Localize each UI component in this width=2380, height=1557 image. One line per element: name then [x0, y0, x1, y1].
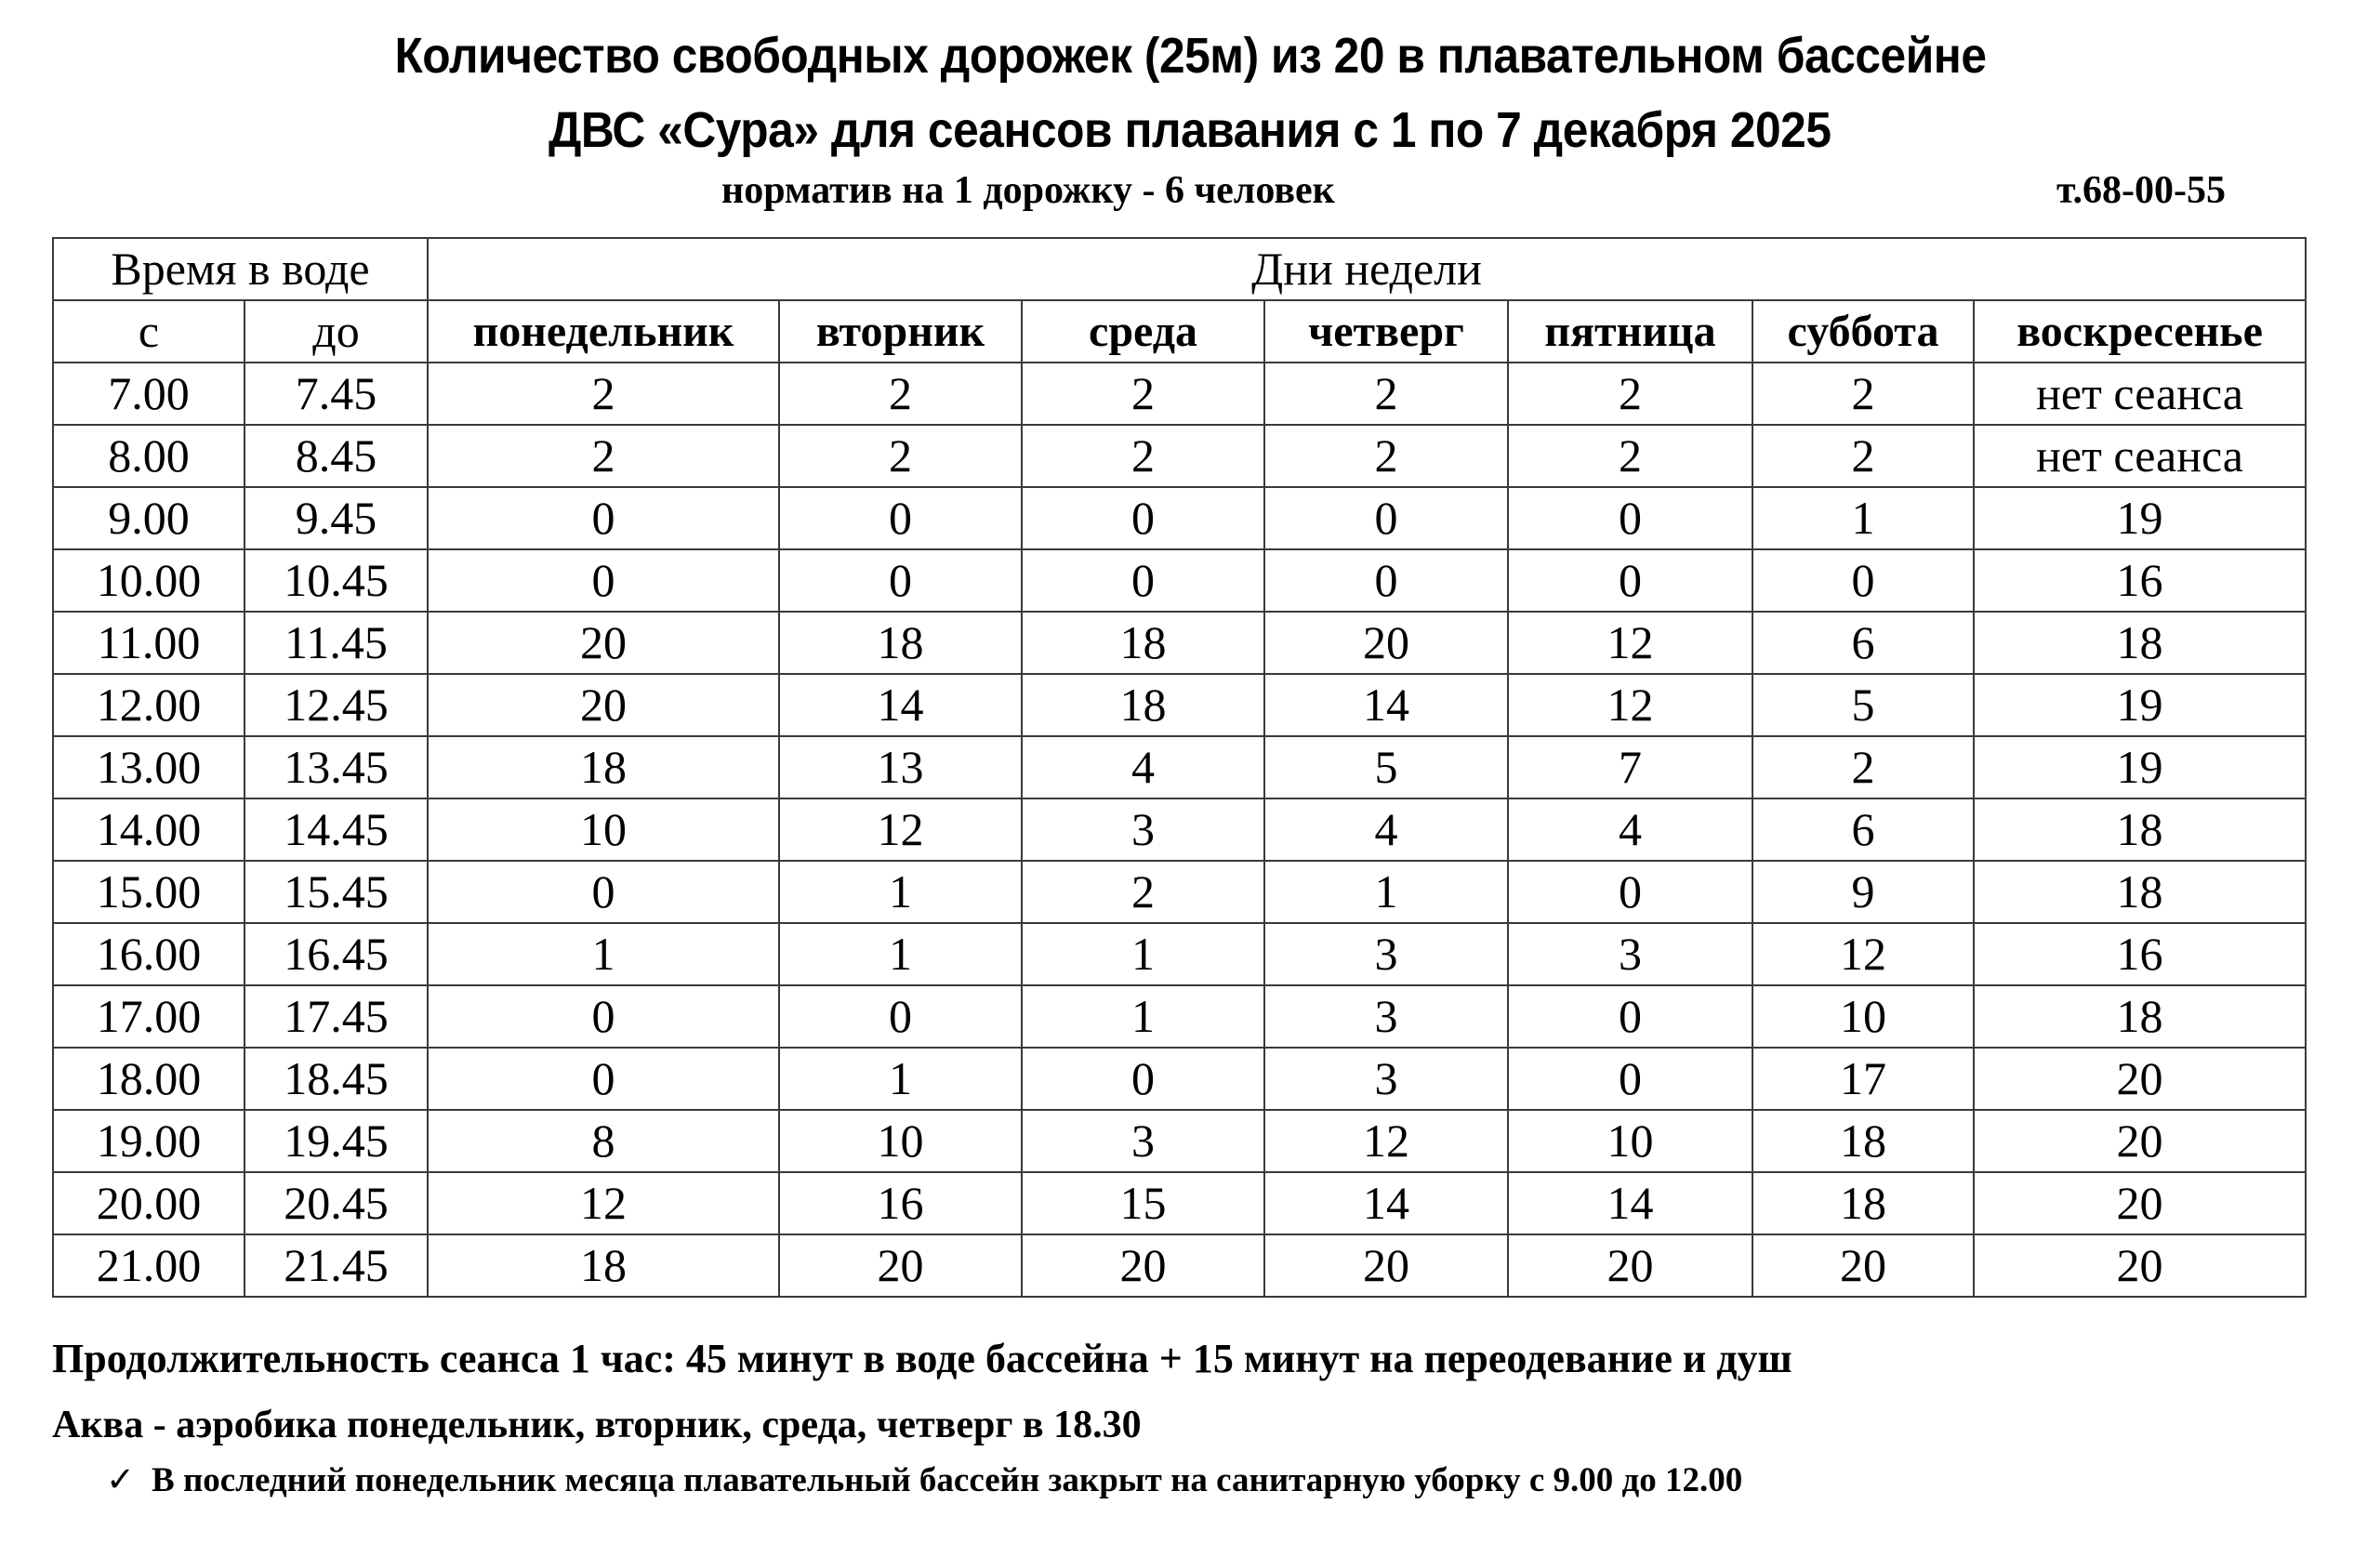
table-row — [53, 923, 2306, 985]
free-lanes-cell: 18 — [428, 736, 779, 798]
column-header-day: четверг — [1264, 300, 1508, 363]
free-lanes-cell: 20 — [779, 1234, 1022, 1297]
time-to-cell: 12.45 — [245, 674, 428, 736]
table-row — [53, 985, 2306, 1048]
free-lanes-cell: 2 — [428, 425, 779, 487]
free-lanes-cell: 20 — [428, 674, 779, 736]
free-lanes-cell: 2 — [1264, 425, 1508, 487]
free-lanes-cell: 20 — [1974, 1048, 2306, 1110]
free-lanes-cell: 9 — [1752, 861, 1974, 923]
free-lanes-cell: 18 — [1752, 1172, 1974, 1234]
table-row — [53, 363, 2306, 425]
free-lanes-cell: 1 — [1264, 861, 1508, 923]
free-lanes-cell: 12 — [1264, 1110, 1508, 1172]
free-lanes-cell: 5 — [1264, 736, 1508, 798]
free-lanes-cell: 1 — [779, 1048, 1022, 1110]
table-row — [53, 1172, 2306, 1234]
free-lanes-cell: 2 — [1752, 425, 1974, 487]
time-to-cell: 13.45 — [245, 736, 428, 798]
time-from-cell: 19.00 — [53, 1110, 245, 1172]
free-lanes-cell: 1 — [428, 923, 779, 985]
time-to-cell: 21.45 — [245, 1234, 428, 1297]
free-lanes-cell: 0 — [1508, 487, 1752, 549]
free-lanes-cell: 10 — [1508, 1110, 1752, 1172]
time-from-cell: 21.00 — [53, 1234, 245, 1297]
free-lanes-cell: 1 — [779, 861, 1022, 923]
time-to-cell: 15.45 — [245, 861, 428, 923]
table-row — [53, 861, 2306, 923]
free-lanes-cell: 18 — [1974, 861, 2306, 923]
free-lanes-cell: 3 — [1264, 985, 1508, 1048]
title-line1-text: Количество свободных дорожек (25м) из 20 в плавательном бассейне — [393, 28, 1987, 84]
time-from-cell: 20.00 — [53, 1172, 245, 1234]
lane-norm-note: норматив на 1 дорожку - 6 человек — [721, 169, 1335, 212]
free-lanes-cell: 19 — [1974, 736, 2306, 798]
free-lanes-cell: 20 — [1264, 1234, 1508, 1297]
time-from-cell: 12.00 — [53, 674, 245, 736]
time-to-cell: 19.45 — [245, 1110, 428, 1172]
table-body — [53, 363, 2306, 1297]
free-lanes-cell: 20 — [428, 612, 779, 674]
table-row — [53, 425, 2306, 487]
free-lanes-cell: 16 — [779, 1172, 1022, 1234]
free-lanes-cell: 20 — [1974, 1110, 2306, 1172]
free-lanes-cell: 19 — [1974, 674, 2306, 736]
free-lanes-cell: 0 — [1752, 549, 1974, 612]
time-to-cell: 18.45 — [245, 1048, 428, 1110]
free-lanes-cell: 20 — [1022, 1234, 1264, 1297]
table-row — [53, 736, 2306, 798]
free-lanes-cell: 0 — [1508, 985, 1752, 1048]
free-lanes-cell: 2 — [428, 363, 779, 425]
free-lanes-cell: 3 — [1022, 1110, 1264, 1172]
free-lanes-cell: 7 — [1508, 736, 1752, 798]
free-lanes-cell: 1 — [1752, 487, 1974, 549]
free-lanes-cell: 18 — [779, 612, 1022, 674]
time-from-cell: 14.00 — [53, 798, 245, 861]
free-lanes-cell: 2 — [1752, 363, 1974, 425]
title-line2-text: ДВС «Сура» для сеансов плавания с 1 по 7 декабря 2025 — [549, 102, 1831, 158]
free-lanes-cell: 4 — [1022, 736, 1264, 798]
time-from-cell: 18.00 — [53, 1048, 245, 1110]
phone-number: т.68-00-55 — [2056, 169, 2226, 212]
free-lanes-cell: 2 — [1022, 425, 1264, 487]
free-lanes-cell: 19 — [1974, 487, 2306, 549]
table-row — [53, 1234, 2306, 1297]
group-header-row — [53, 238, 2306, 300]
column-header-day: среда — [1022, 300, 1264, 363]
free-lanes-cell: 2 — [1022, 861, 1264, 923]
aqua-aerobics-note: Аква - аэробика понедельник, вторник, среда, четверг в 18.30 — [52, 1404, 1142, 1446]
column-header-day: понедельник — [428, 300, 779, 363]
free-lanes-cell: 8 — [428, 1110, 779, 1172]
time-from-cell: 9.00 — [53, 487, 245, 549]
column-header-day: суббота — [1752, 300, 1974, 363]
table-row — [53, 798, 2306, 861]
free-lanes-cell: 3 — [1508, 923, 1752, 985]
time-to-cell: 7.45 — [245, 363, 428, 425]
free-lanes-cell: 0 — [1264, 487, 1508, 549]
time-to-cell: 10.45 — [245, 549, 428, 612]
column-header-day: вторник — [779, 300, 1022, 363]
free-lanes-cell: 0 — [779, 487, 1022, 549]
time-to-cell: 14.45 — [245, 798, 428, 861]
free-lanes-cell: 0 — [1022, 1048, 1264, 1110]
free-lanes-cell: 14 — [1508, 1172, 1752, 1234]
time-to-cell: 17.45 — [245, 985, 428, 1048]
free-lanes-cell: 10 — [1752, 985, 1974, 1048]
table-row — [53, 1110, 2306, 1172]
time-from-cell: 17.00 — [53, 985, 245, 1048]
free-lanes-cell: 6 — [1752, 612, 1974, 674]
checkmark-icon: ✓ — [106, 1461, 136, 1499]
time-from-cell: 15.00 — [53, 861, 245, 923]
free-lanes-cell: 0 — [779, 549, 1022, 612]
free-lanes-cell: 0 — [428, 985, 779, 1048]
free-lanes-cell: 16 — [1974, 923, 2306, 985]
column-header-to: до — [245, 300, 428, 363]
free-lanes-cell: 1 — [1022, 985, 1264, 1048]
free-lanes-cell: 2 — [1022, 363, 1264, 425]
free-lanes-cell: 0 — [1508, 1048, 1752, 1110]
time-from-cell: 7.00 — [53, 363, 245, 425]
table-row — [53, 487, 2306, 549]
free-lanes-cell: 14 — [1264, 674, 1508, 736]
free-lanes-cell: 18 — [1974, 798, 2306, 861]
time-from-cell: 13.00 — [53, 736, 245, 798]
free-lanes-cell: 16 — [1974, 549, 2306, 612]
table-row — [53, 549, 2306, 612]
time-from-cell: 16.00 — [53, 923, 245, 985]
free-lanes-cell: 12 — [428, 1172, 779, 1234]
column-header-from: с — [53, 300, 245, 363]
free-lanes-cell: 0 — [1508, 861, 1752, 923]
time-in-water-header: Время в воде — [53, 238, 428, 300]
free-lanes-cell: 12 — [1508, 612, 1752, 674]
time-to-cell: 9.45 — [245, 487, 428, 549]
column-header-day: воскресенье — [1974, 300, 2306, 363]
free-lanes-cell: 20 — [1974, 1234, 2306, 1297]
free-lanes-cell: 2 — [1508, 425, 1752, 487]
free-lanes-cell: 20 — [1974, 1172, 2306, 1234]
time-to-cell: 16.45 — [245, 923, 428, 985]
closure-note — [106, 1459, 1742, 1502]
free-lanes-cell: 12 — [1752, 923, 1974, 985]
free-lanes-cell: 15 — [1022, 1172, 1264, 1234]
table-row — [53, 612, 2306, 674]
free-lanes-cell: 18 — [1022, 612, 1264, 674]
closure-note-text: В последний понедельник месяца плавательный бассейн закрыт на санитарную уборку с 9.00 до 12.00 — [152, 1461, 1743, 1499]
free-lanes-cell: 18 — [428, 1234, 779, 1297]
free-lanes-cell: 3 — [1022, 798, 1264, 861]
free-lanes-cell: 1 — [779, 923, 1022, 985]
free-lanes-cell: 18 — [1974, 985, 2306, 1048]
free-lanes-cell: 0 — [1022, 549, 1264, 612]
free-lanes-cell: 4 — [1264, 798, 1508, 861]
free-lanes-cell: 3 — [1264, 1048, 1508, 1110]
page-title-line2 — [0, 102, 2380, 158]
free-lanes-cell: 0 — [428, 549, 779, 612]
table-row — [53, 674, 2306, 736]
free-lanes-cell: 14 — [1264, 1172, 1508, 1234]
free-lanes-cell: 3 — [1264, 923, 1508, 985]
free-lanes-cell: 2 — [1752, 736, 1974, 798]
free-lanes-cell: нет сеанса — [1974, 363, 2306, 425]
free-lanes-cell: 4 — [1508, 798, 1752, 861]
free-lanes-cell: 20 — [1752, 1234, 1974, 1297]
free-lanes-cell: 2 — [1508, 363, 1752, 425]
time-from-cell: 10.00 — [53, 549, 245, 612]
time-to-cell: 11.45 — [245, 612, 428, 674]
weekdays-header: Дни недели — [428, 238, 2306, 300]
free-lanes-cell: 0 — [779, 985, 1022, 1048]
free-lanes-cell: 18 — [1022, 674, 1264, 736]
lane-availability-table — [52, 237, 2307, 1298]
time-from-cell: 11.00 — [53, 612, 245, 674]
column-header-row — [53, 300, 2306, 363]
free-lanes-cell: 10 — [428, 798, 779, 861]
time-to-cell: 8.45 — [245, 425, 428, 487]
free-lanes-cell: 12 — [1508, 674, 1752, 736]
free-lanes-cell: 0 — [1264, 549, 1508, 612]
page-title-line1 — [0, 28, 2380, 84]
column-header-day: пятница — [1508, 300, 1752, 363]
time-from-cell: 8.00 — [53, 425, 245, 487]
free-lanes-cell: 0 — [428, 1048, 779, 1110]
free-lanes-cell: 10 — [779, 1110, 1022, 1172]
free-lanes-cell: 0 — [428, 861, 779, 923]
free-lanes-cell: 20 — [1264, 612, 1508, 674]
free-lanes-cell: 2 — [779, 363, 1022, 425]
free-lanes-cell: 0 — [1508, 549, 1752, 612]
table-row — [53, 1048, 2306, 1110]
free-lanes-cell: 17 — [1752, 1048, 1974, 1110]
free-lanes-cell: 0 — [428, 487, 779, 549]
session-duration-note: Продолжительность сеанса 1 час: 45 минут в воде бассейна + 15 минут на переодевание и душ — [52, 1336, 1792, 1381]
free-lanes-cell: 1 — [1022, 923, 1264, 985]
free-lanes-cell: 6 — [1752, 798, 1974, 861]
free-lanes-cell: 12 — [779, 798, 1022, 861]
free-lanes-cell: 2 — [779, 425, 1022, 487]
free-lanes-cell: 5 — [1752, 674, 1974, 736]
free-lanes-cell: 18 — [1752, 1110, 1974, 1172]
free-lanes-cell: 14 — [779, 674, 1022, 736]
free-lanes-cell: 20 — [1508, 1234, 1752, 1297]
free-lanes-cell: 18 — [1974, 612, 2306, 674]
time-to-cell: 20.45 — [245, 1172, 428, 1234]
free-lanes-cell: нет сеанса — [1974, 425, 2306, 487]
free-lanes-cell: 0 — [1022, 487, 1264, 549]
free-lanes-cell: 13 — [779, 736, 1022, 798]
free-lanes-cell: 2 — [1264, 363, 1508, 425]
